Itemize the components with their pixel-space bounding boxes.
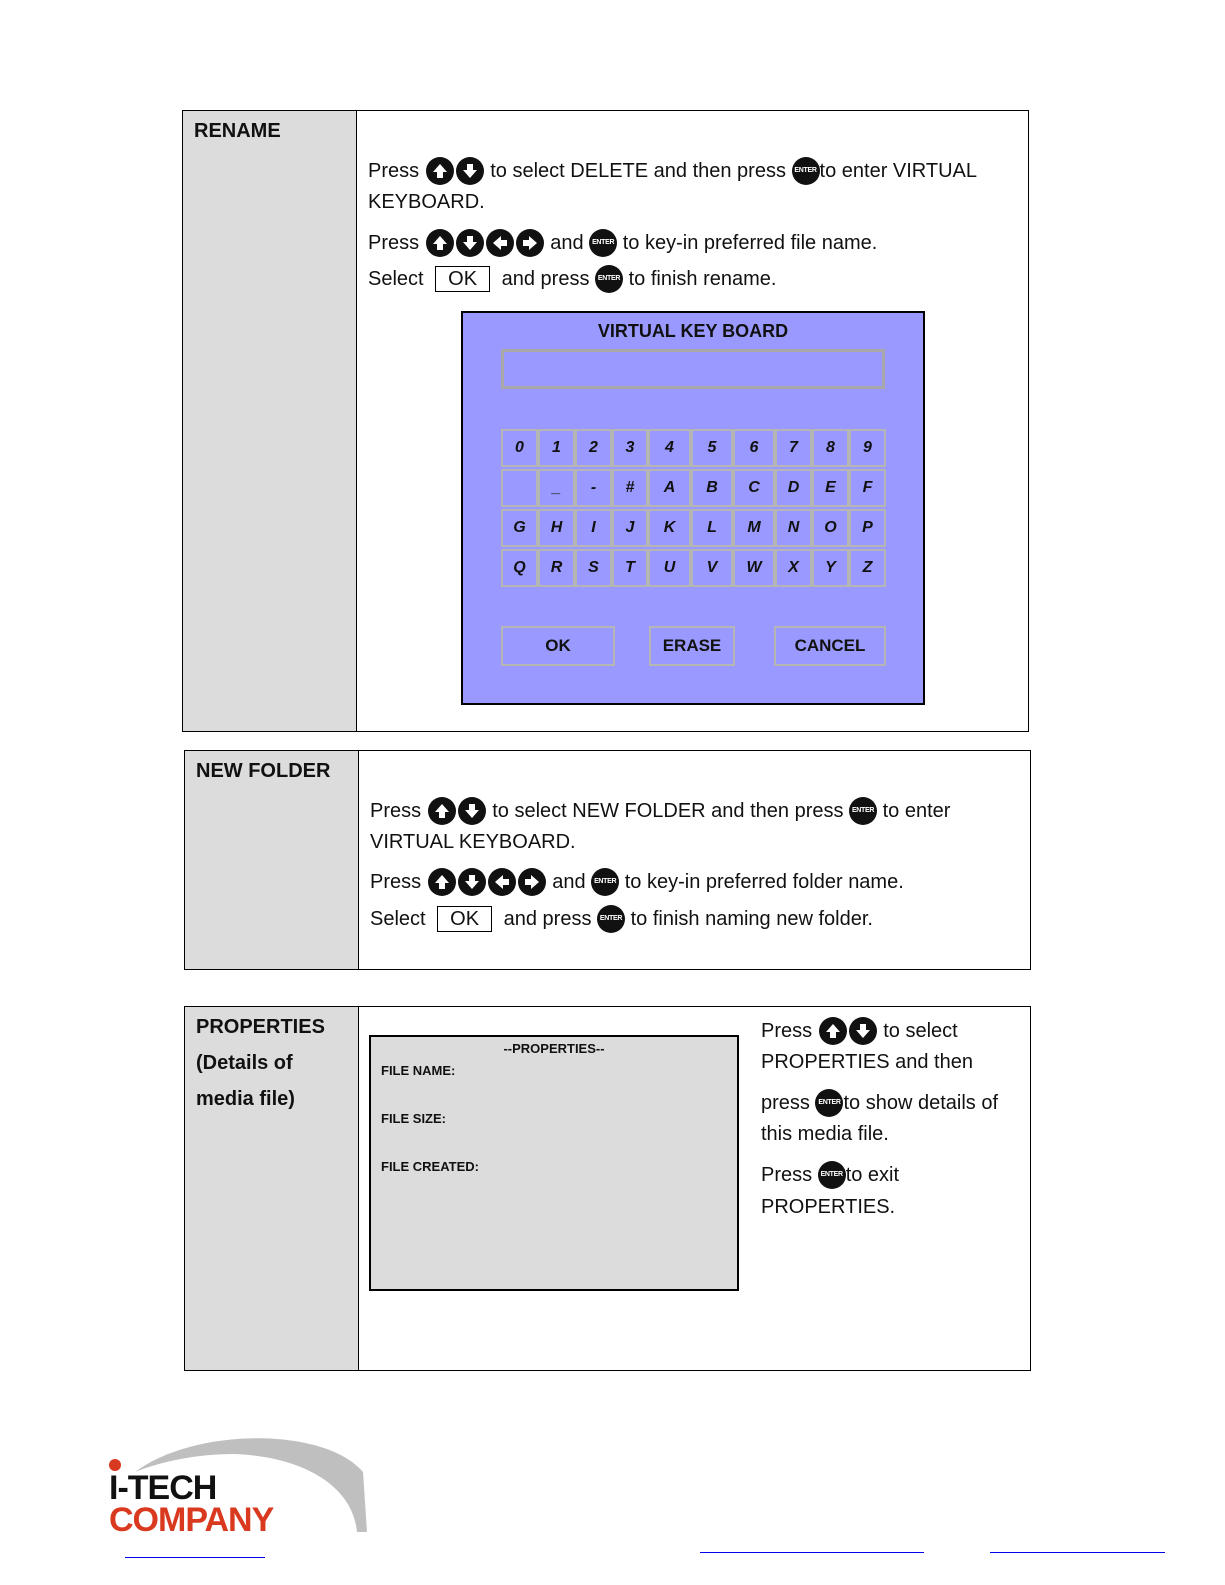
down-button-icon [849, 1017, 877, 1045]
properties-section [184, 1006, 1031, 1371]
file-created-field: FILE CREATED: [381, 1159, 479, 1174]
footer-link-1[interactable] [700, 1552, 924, 1553]
ok-box: OK [437, 906, 492, 932]
keyboard-key[interactable]: Q [501, 549, 538, 587]
rename-line-4: Select OK and press ENTER to finish rename. [368, 265, 776, 293]
properties-desc-6: PROPERTIES. [761, 1196, 896, 1218]
up-button-icon [426, 229, 454, 257]
properties-label: PROPERTIES [196, 1016, 325, 1038]
ok-box: OK [435, 266, 490, 292]
new-folder-line-2: VIRTUAL KEYBOARD. [370, 831, 576, 853]
properties-desc-1: Press to select [761, 1017, 958, 1045]
keyboard-key[interactable]: 0 [501, 429, 538, 467]
keyboard-key[interactable]: - [575, 469, 612, 507]
rename-line-1: Press to select DELETE and then press ENTER to enter VIRTUAL [368, 157, 977, 185]
up-button-icon [426, 157, 454, 185]
file-size-field: FILE SIZE: [381, 1111, 446, 1126]
company-logo [105, 1432, 370, 1542]
keyboard-key[interactable]: Y [812, 549, 849, 587]
properties-desc-4: this media file. [761, 1123, 889, 1145]
keyboard-key[interactable]: 4 [648, 429, 691, 467]
down-button-icon [458, 868, 486, 896]
keyboard-key[interactable]: O [812, 509, 849, 547]
rename-label: RENAME [194, 120, 281, 142]
keyboard-key[interactable]: 2 [575, 429, 612, 467]
right-button-icon [516, 229, 544, 257]
down-button-icon [456, 229, 484, 257]
new-folder-label: NEW FOLDER [196, 760, 331, 782]
keyboard-title: VIRTUAL KEY BOARD [597, 321, 789, 341]
keyboard-key[interactable]: X [775, 549, 812, 587]
properties-label-details: (Details of [196, 1052, 293, 1074]
new-folder-line-1: Press to select NEW FOLDER and then press ENTER to enter [370, 797, 950, 825]
left-button-icon [486, 229, 514, 257]
properties-window-title: --PROPERTIES-- [503, 1041, 605, 1056]
down-button-icon [458, 797, 486, 825]
enter-button-icon: ENTER [815, 1089, 843, 1117]
enter-button-icon: ENTER [591, 868, 619, 896]
keyboard-key[interactable]: V [691, 549, 733, 587]
down-button-icon [456, 157, 484, 185]
keyboard-key[interactable]: B [691, 469, 733, 507]
keyboard-key[interactable]: N [775, 509, 812, 547]
keyboard-key[interactable]: S [575, 549, 612, 587]
keyboard-key[interactable]: 6 [733, 429, 775, 467]
logo-line-2: COMPANY [109, 1501, 274, 1539]
keyboard-key[interactable]: _ [538, 469, 575, 507]
properties-desc-2: PROPERTIES and then [761, 1051, 973, 1073]
rename-line-3: Press and ENTER to key-in preferred file name. [368, 229, 877, 257]
keyboard-cancel-button[interactable]: CANCEL [774, 626, 886, 666]
file-name-field: FILE NAME: [381, 1063, 456, 1078]
new-folder-line-3: Press and ENTER to key-in preferred folder name. [370, 868, 904, 896]
properties-desc-3: press ENTER to show details of [761, 1089, 998, 1117]
enter-button-icon: ENTER [849, 797, 877, 825]
virtual-keyboard [461, 311, 925, 705]
keyboard-key[interactable]: C [733, 469, 775, 507]
footer-link-3[interactable] [125, 1557, 265, 1558]
keyboard-key[interactable]: F [849, 469, 886, 507]
enter-button-icon: ENTER [792, 157, 820, 185]
keyboard-key[interactable]: T [612, 549, 648, 587]
properties-label-column [185, 1007, 359, 1370]
rename-line-2: KEYBOARD. [368, 191, 485, 213]
keyboard-key[interactable]: P [849, 509, 886, 547]
keyboard-key[interactable]: M [733, 509, 775, 547]
keyboard-key[interactable]: 7 [775, 429, 812, 467]
footer-link-2[interactable] [990, 1552, 1165, 1553]
rename-section [182, 110, 1029, 732]
keyboard-key[interactable]: W [733, 549, 775, 587]
properties-label-media: media file) [196, 1088, 295, 1110]
right-button-icon [518, 868, 546, 896]
keyboard-key[interactable]: A [648, 469, 691, 507]
up-button-icon [428, 797, 456, 825]
keyboard-keys [501, 429, 887, 591]
keyboard-key[interactable]: 9 [849, 429, 886, 467]
logo-line-1: I-TECH [109, 1469, 217, 1507]
keyboard-key[interactable]: Z [849, 549, 886, 587]
enter-button-icon: ENTER [597, 905, 625, 933]
keyboard-key[interactable]: D [775, 469, 812, 507]
enter-button-icon: ENTER [589, 229, 617, 257]
enter-button-icon: ENTER [818, 1161, 846, 1189]
keyboard-key[interactable]: E [812, 469, 849, 507]
new-folder-line-4: Select OK and press ENTER to finish naming new folder. [370, 905, 873, 933]
keyboard-key[interactable]: 3 [612, 429, 648, 467]
keyboard-key[interactable]: J [612, 509, 648, 547]
keyboard-key[interactable]: 5 [691, 429, 733, 467]
enter-button-icon: ENTER [595, 265, 623, 293]
new-folder-section [184, 750, 1031, 970]
keyboard-key[interactable] [501, 469, 538, 507]
keyboard-key[interactable]: # [612, 469, 648, 507]
keyboard-key[interactable]: K [648, 509, 691, 547]
keyboard-ok-button[interactable]: OK [501, 626, 615, 666]
keyboard-key[interactable]: H [538, 509, 575, 547]
keyboard-key[interactable]: L [691, 509, 733, 547]
keyboard-erase-button[interactable]: ERASE [649, 626, 735, 666]
keyboard-key[interactable]: I [575, 509, 612, 547]
keyboard-key[interactable]: G [501, 509, 538, 547]
up-button-icon [428, 868, 456, 896]
keyboard-key[interactable]: R [538, 549, 575, 587]
rename-label-column [183, 111, 357, 731]
left-button-icon [488, 868, 516, 896]
keyboard-key[interactable]: U [648, 549, 691, 587]
properties-desc-5: Press ENTER to exit [761, 1161, 899, 1189]
properties-window [369, 1035, 739, 1291]
keyboard-key[interactable]: 8 [812, 429, 849, 467]
keyboard-key[interactable]: 1 [538, 429, 575, 467]
up-button-icon [819, 1017, 847, 1045]
keyboard-text-field[interactable] [501, 349, 885, 389]
new-folder-label-column [185, 751, 359, 969]
